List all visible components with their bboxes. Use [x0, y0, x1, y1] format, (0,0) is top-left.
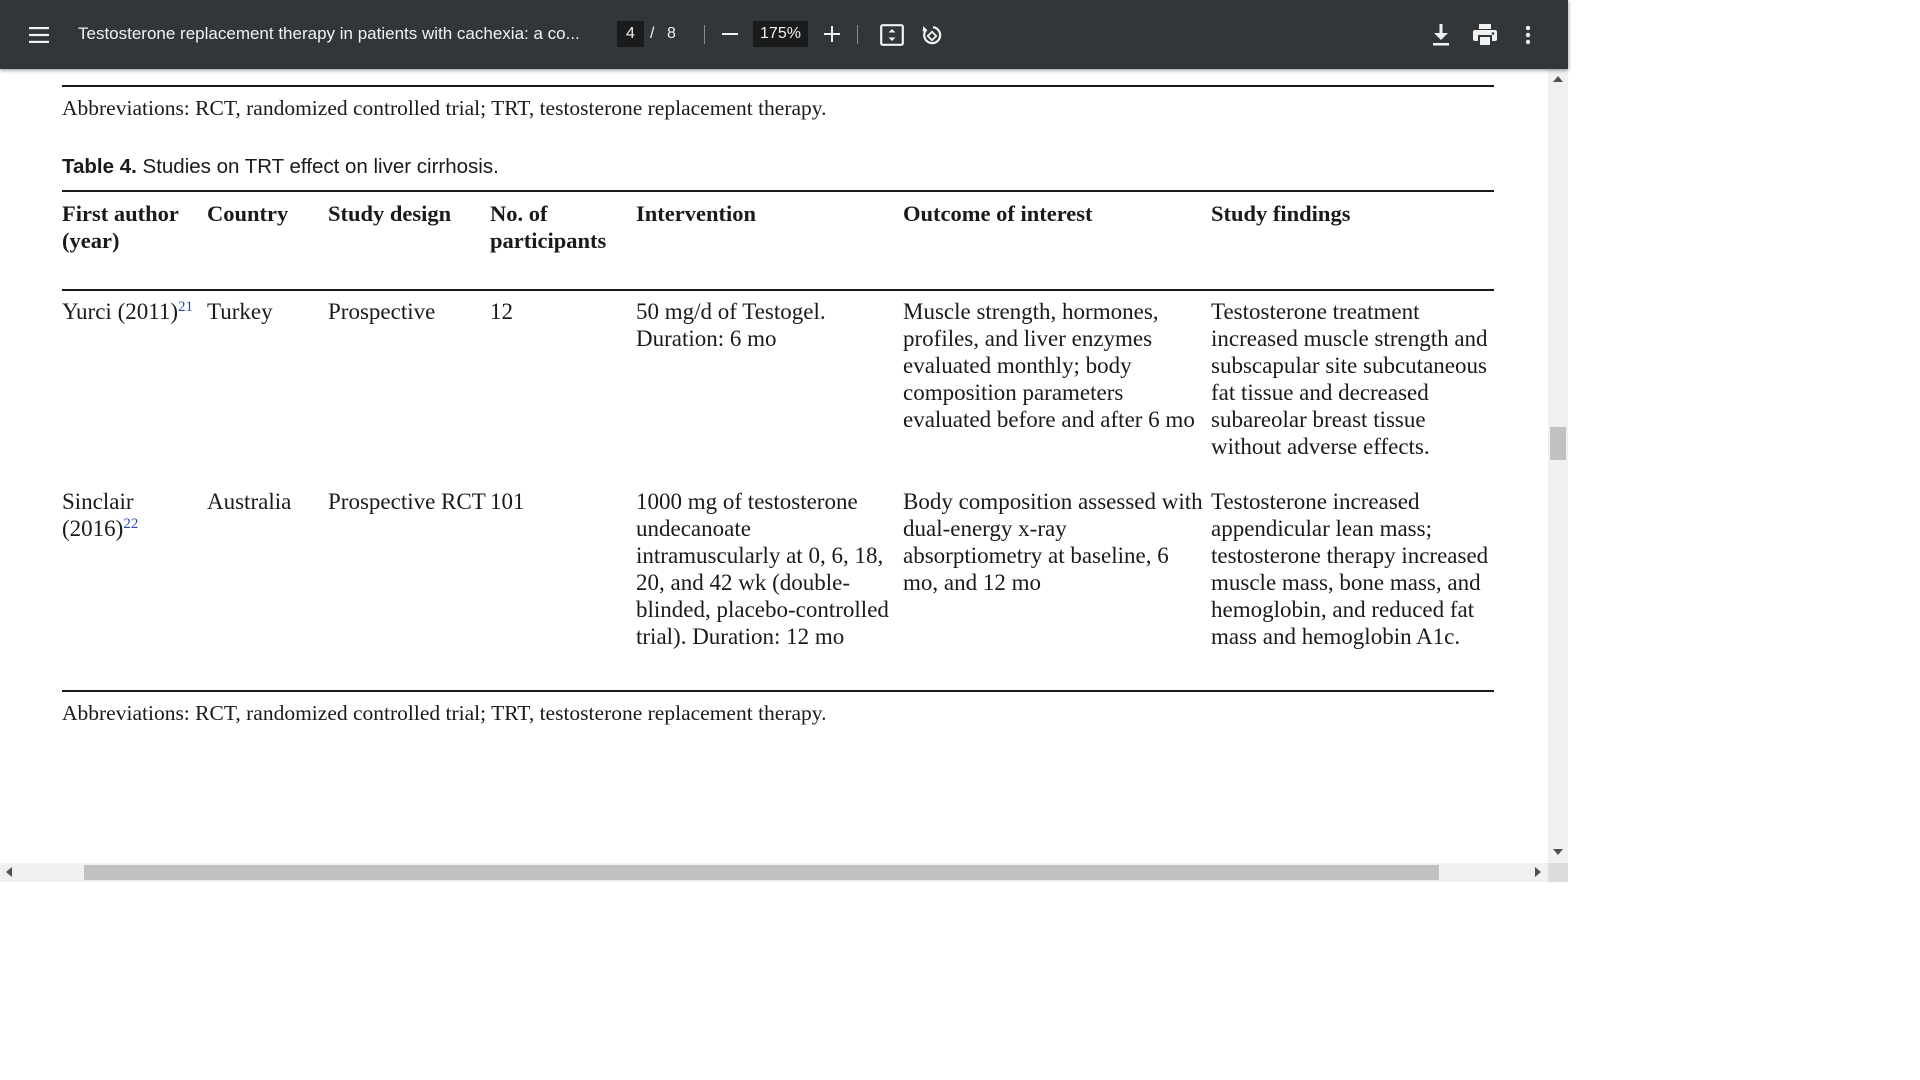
horizontal-scroll-thumb[interactable]: [84, 865, 1439, 880]
table-cell-findings: Testosterone increased appendicular lean mass; testosterone therapy increased muscle mass, bone mass, and hemoglobin, and reduced fat mass and hemoglobin A1c.: [1211, 489, 1489, 649]
table-cell-participants: 12: [490, 299, 513, 324]
table-cell-design: Prospective: [328, 299, 436, 324]
zoom-level-input[interactable]: 175%: [753, 21, 808, 47]
table-bottom-rule: [62, 85, 1494, 87]
table-cell-country: Australia: [207, 489, 292, 514]
table-cell-outcome: Muscle strength, hormones, profiles, and liver enzymes evaluated monthly; body composition parameters evaluated before and after 6 mo: [903, 299, 1195, 432]
abbreviations-note: Abbreviations: RCT, randomized controlled trial; TRT, testosterone replacement therapy.: [62, 96, 827, 120]
column-header: Study design: [328, 201, 452, 226]
zoom-out-icon[interactable]: [718, 22, 742, 46]
table-cell-country: Turkey: [207, 299, 273, 324]
page-number-input[interactable]: 4: [617, 21, 644, 47]
page-total: 8: [667, 25, 676, 42]
scroll-left-arrow-icon[interactable]: [6, 867, 12, 877]
column-header: No. of participants: [490, 201, 607, 253]
table-cell-intervention: 50 mg/d of Testogel. Duration: 6 mo: [636, 299, 826, 351]
print-icon[interactable]: [1471, 22, 1499, 48]
pdf-toolbar: [0, 0, 1568, 69]
column-header: Study findings: [1211, 201, 1351, 226]
scroll-down-arrow-icon[interactable]: [1553, 849, 1563, 855]
table-bottom-rule: [62, 690, 1494, 692]
document-viewer: [0, 69, 1548, 863]
author-name: Yurci (2011): [62, 299, 179, 324]
table-cell-author: [62, 298, 202, 325]
reference-link[interactable]: 22: [123, 516, 139, 532]
table-cell-participants: 101: [490, 489, 525, 514]
table-cell-findings: Testosterone treatment increased muscle strength and subscapular site subcutaneous fat tissue and decreased subareolar breast tissue without adverse effects.: [1211, 299, 1488, 459]
column-header: Country: [207, 201, 289, 226]
table-caption-label: Table 4.: [62, 155, 137, 178]
table-caption: [62, 155, 499, 179]
toolbar-divider: [857, 25, 858, 44]
table-cell-outcome: Body composition assessed with dual-energy x-ray absorptiometry at baseline, 6 mo, and 12 mo: [903, 489, 1203, 595]
column-header: First author (year): [62, 201, 179, 253]
header-rule: [62, 289, 1494, 291]
table-caption-text: Studies on TRT effect on liver cirrhosis.: [142, 155, 499, 178]
column-header: Outcome of interest: [903, 201, 1093, 226]
toolbar-divider: [704, 25, 705, 44]
reference-link[interactable]: 21: [178, 299, 194, 315]
table-cell-intervention: 1000 mg of testosterone undecanoate intramuscularly at 0, 6, 18, 20, and 42 wk (double-blinded, placebo-controlled trial). Duration: 12 mo: [636, 489, 889, 649]
scroll-up-arrow-icon[interactable]: [1553, 76, 1563, 82]
download-icon[interactable]: [1428, 22, 1454, 48]
page-separator: /: [650, 25, 655, 42]
fit-page-icon[interactable]: [878, 21, 906, 49]
author-name: Sinclair (2016): [62, 489, 134, 541]
vertical-scrollbar[interactable]: [1548, 69, 1568, 863]
more-options-icon[interactable]: [1516, 22, 1540, 48]
vertical-scroll-thumb[interactable]: [1550, 427, 1566, 460]
hamburger-menu-icon[interactable]: [24, 20, 54, 50]
table-cell-design: Prospective RCT: [328, 489, 486, 514]
column-header: Intervention: [636, 201, 756, 226]
table-top-rule: [62, 190, 1494, 192]
rotate-icon[interactable]: [918, 21, 946, 49]
table-cell-author: [62, 488, 202, 542]
zoom-in-icon[interactable]: [820, 22, 844, 46]
scroll-right-arrow-icon[interactable]: [1535, 867, 1541, 877]
scrollbar-corner: [1548, 863, 1568, 882]
table-footnote: Abbreviations: RCT, randomized controlled trial; TRT, testosterone replacement therapy.: [62, 701, 827, 725]
document-title: Testosterone replacement therapy in patients with cachexia: a co...: [78, 24, 580, 43]
